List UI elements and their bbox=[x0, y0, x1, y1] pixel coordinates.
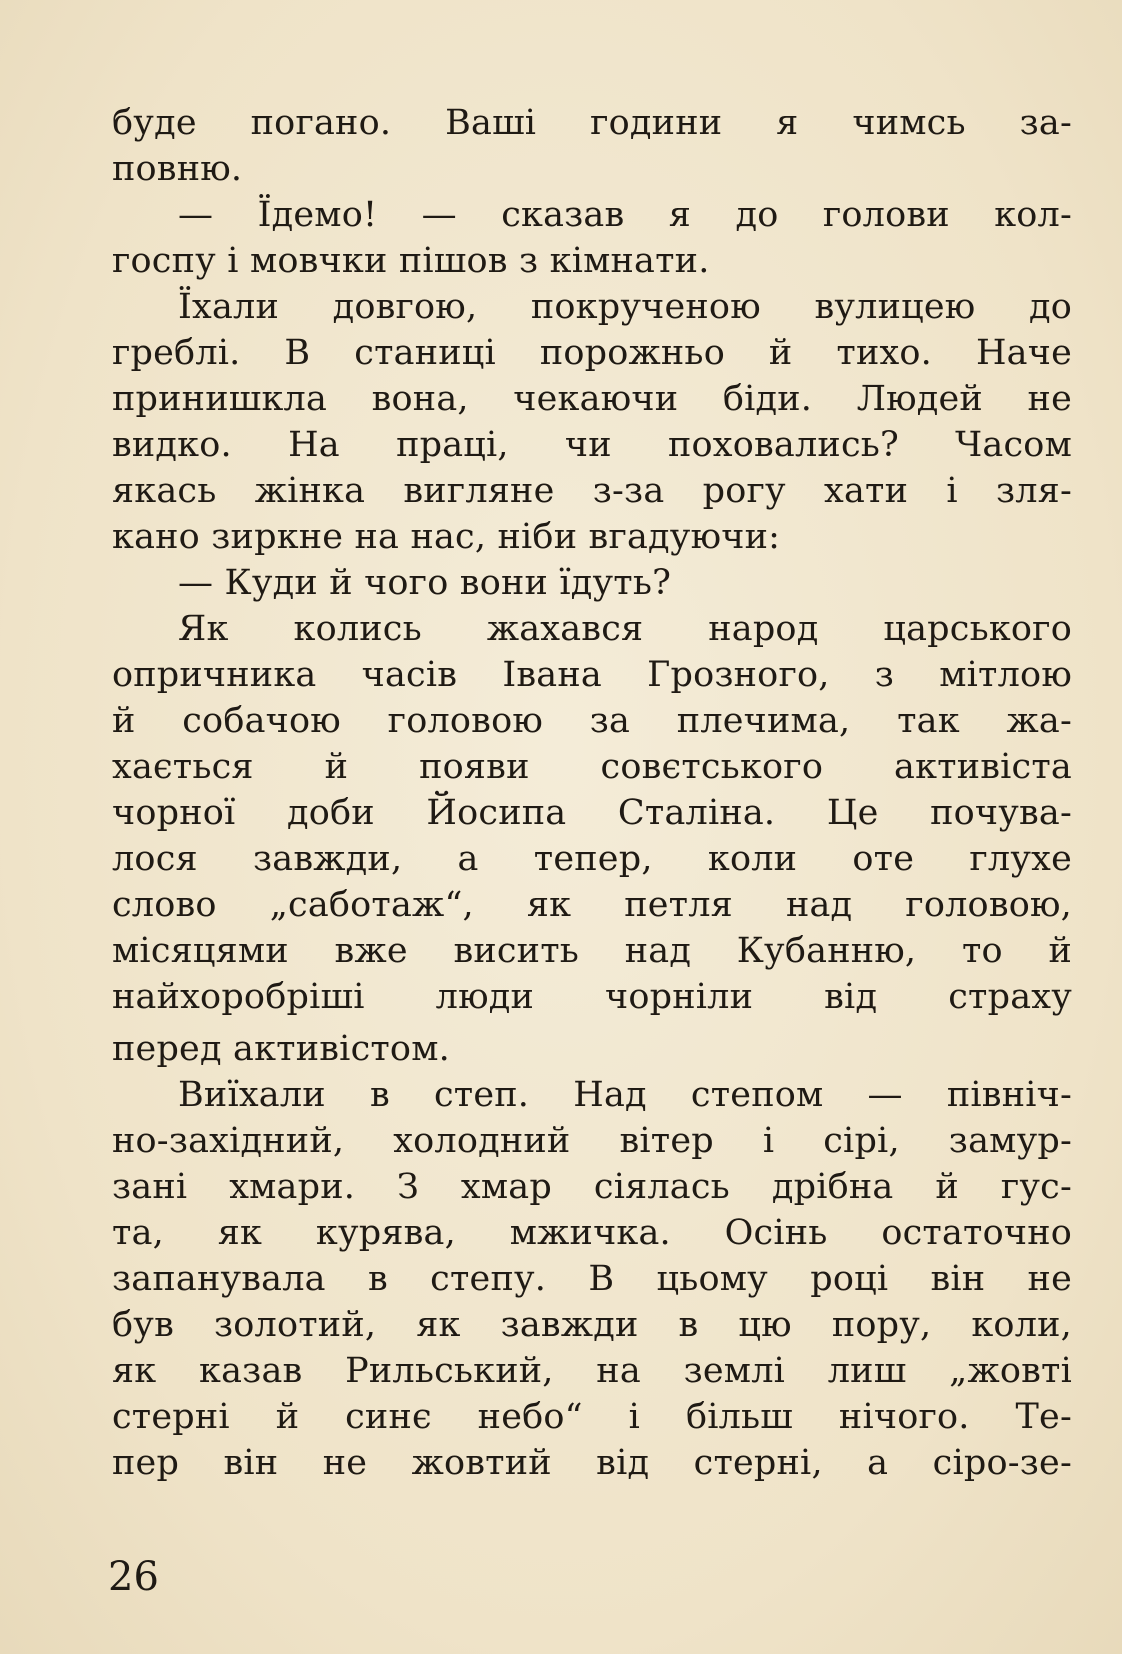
text-line: та, як курява, мжичка. Осінь остаточно bbox=[112, 1213, 1072, 1253]
body-text bbox=[112, 100, 1072, 1486]
text-line: опричника часів Івана Грозного, з мітлою bbox=[112, 655, 1072, 695]
text-line: й собачою головою за плечима, так жа- bbox=[112, 701, 1072, 741]
text-line: як казав Рильський, на землі лиш „жовті bbox=[112, 1351, 1072, 1391]
text-line: найхоробріші люди чорніли від страху bbox=[112, 977, 1072, 1017]
text-line: перед активістом. bbox=[112, 1029, 450, 1069]
text-line: госпу і мовчки пішов з кімнати. bbox=[112, 241, 710, 281]
text-line: но-західний, холодний вітер і сірі, замур- bbox=[112, 1121, 1072, 1161]
text-line: Виїхали в степ. Над степом — північ- bbox=[178, 1075, 1072, 1115]
page-number: 26 bbox=[108, 1554, 159, 1600]
text-line: запанувала в степу. В цьому році він не bbox=[112, 1259, 1072, 1299]
text-line: пер він не жовтий від стерні, а сіро-зе- bbox=[112, 1443, 1072, 1483]
text-line: лося завжди, а тепер, коли оте глухе bbox=[112, 839, 1072, 879]
text-line: повню. bbox=[112, 149, 243, 189]
text-line: кано зиркне на нас, ніби вгадуючи: bbox=[112, 517, 781, 557]
text-line: якась жінка вигляне з-за рогу хати і зля- bbox=[112, 471, 1072, 511]
text-line: стерні й синє небо“ і більш нічого. Те- bbox=[112, 1397, 1072, 1437]
text-line: — Їдемо! — сказав я до голови кол- bbox=[178, 195, 1072, 235]
text-line: греблі. В станиці порожньо й тихо. Наче bbox=[112, 333, 1072, 373]
text-line: Їхали довгою, покрученою вулицею до bbox=[178, 287, 1072, 327]
text-line: місяцями вже висить над Кубанню, то й bbox=[112, 931, 1072, 971]
text-line: слово „саботаж“, як петля над головою, bbox=[112, 885, 1072, 925]
text-line: принишкла вона, чекаючи біди. Людей не bbox=[112, 379, 1072, 419]
text-line: чорної доби Йосипа Сталіна. Це почува- bbox=[112, 793, 1072, 833]
text-line: Як колись жахався народ царського bbox=[178, 609, 1072, 649]
text-line: зані хмари. З хмар сіялась дрібна й гус- bbox=[112, 1167, 1072, 1207]
text-line: — Куди й чого вони їдуть? bbox=[178, 563, 672, 603]
text-line: був золотий, як завжди в цю пору, коли, bbox=[112, 1305, 1072, 1345]
text-line: буде погано. Ваші години я чимсь за- bbox=[112, 103, 1072, 143]
text-line: видко. На праці, чи поховались? Часом bbox=[112, 425, 1072, 465]
text-line: хається й появи совєтського активіста bbox=[112, 747, 1072, 787]
